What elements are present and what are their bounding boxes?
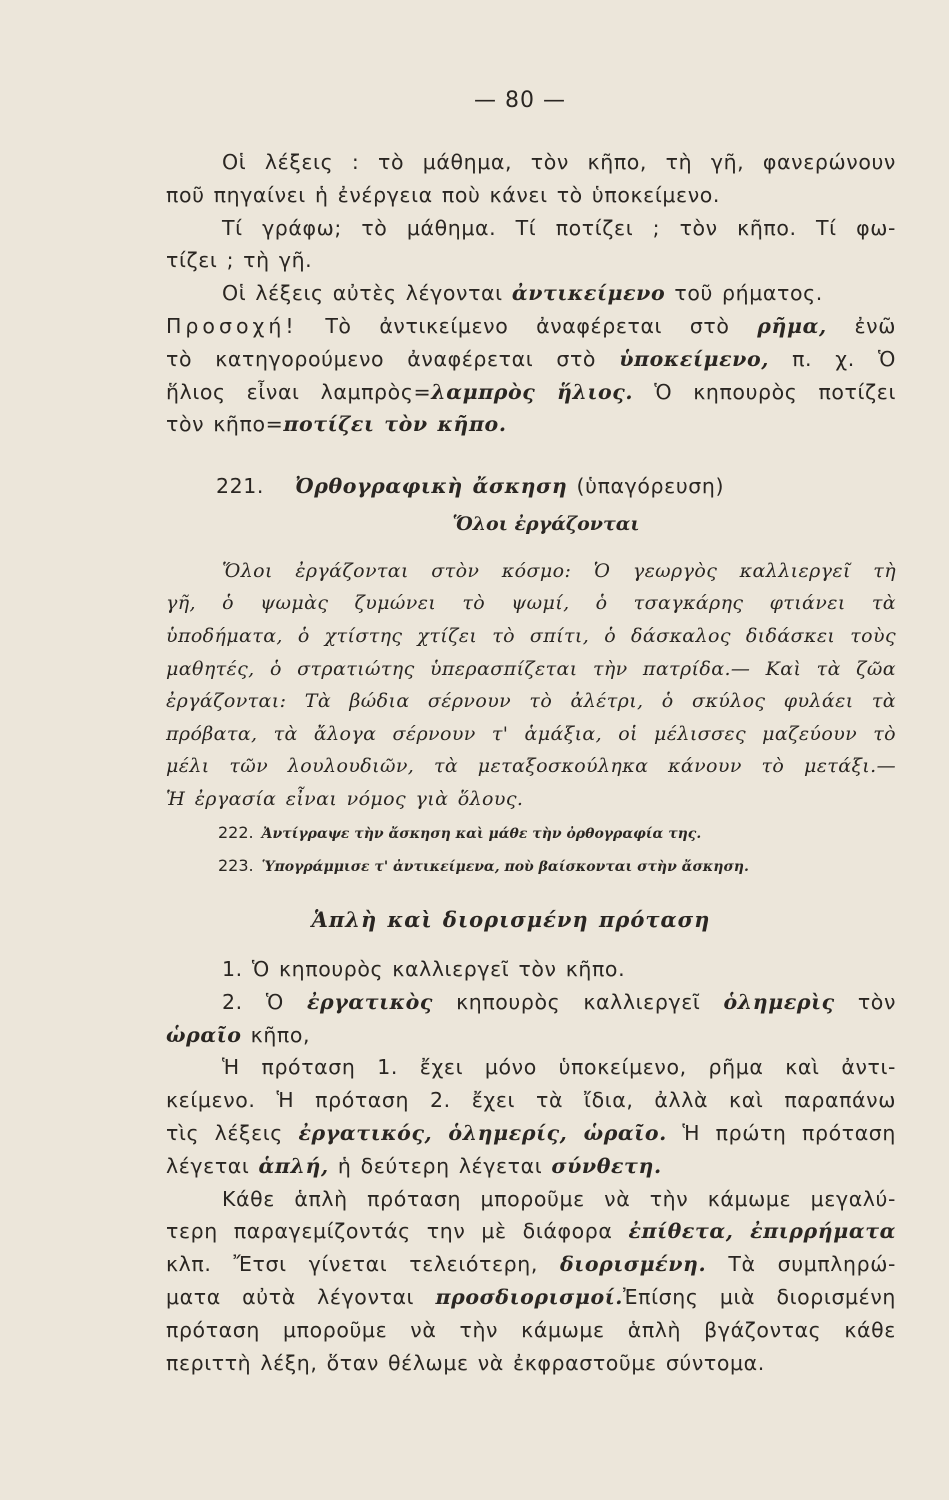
intro-line [166, 376, 896, 409]
intro-line [166, 408, 896, 441]
exercise-line: Ἡ ἐργασία εἶναι νόμος γιὰ ὅλους. [166, 787, 524, 810]
page-number: — 80 — [474, 88, 566, 113]
text-fragment: τὶς λέξεις [166, 1120, 283, 1145]
paragraph-1-line: κείμενο. Ἡ πρόταση 2. ἔχει τὰ ἴδια, ἀλλὰ καὶ παραπάνω [166, 1088, 896, 1113]
paragraph-2-line: περιττὴ λέξη, ὅταν θέλωμε νὰ ἐκφραστοῦμε σύντομα. [166, 1350, 765, 1375]
term-syntheti: σύνθετη. [551, 1153, 662, 1178]
paragraph-2-line [166, 1281, 896, 1314]
intro-line: Οἱ λέξεις : τὸ μάθημα, τὸν κῆπο, τὴ γῆ, φανερώνουν [222, 150, 896, 174]
text-fragment: ἐνῶ [854, 313, 896, 338]
word-olimeris: ὁλημερὶς [723, 989, 835, 1014]
text-fragment: Τὸ ἀντικείμενο ἀναφέρεται στὸ [325, 313, 730, 338]
text-fragment: κηπουρὸς καλλιεργεῖ [456, 989, 701, 1014]
text-fragment: κλπ. Ἔτσι γίνεται τελειότερη, [166, 1252, 538, 1277]
word-oraio: ὡραῖο [166, 1022, 242, 1047]
exercise-221 [166, 470, 896, 878]
text-fragment: ἡ δεύτερη λέγεται [337, 1153, 543, 1178]
paragraph-2-line [166, 1215, 896, 1248]
paragraph-2-line: πρόταση μποροῦμε νὰ τὴν κάμωμε ἁπλὴ βγάζοντας κάθε [166, 1317, 896, 1342]
intro-line: Τί γράφω; τὸ μάθημα. Τί ποτίζει ; τὸν κῆπο. Τί φω- [222, 215, 896, 240]
exercise-subtitle: (ὑπαγόρευση) [576, 474, 725, 498]
intro-line: ποῦ πηγαίνει ἡ ἐνέργεια ποὺ κάνει τὸ ὑποκείμενο. [166, 182, 720, 207]
text-fragment: τοῦ ρήματος. [674, 281, 823, 306]
paragraph-2-line [166, 1248, 896, 1281]
paragraph-2-line: Κάθε ἁπλὴ πρόταση μποροῦμε νὰ τὴν κάμωμε μεγαλύ- [222, 1186, 896, 1211]
text-fragment: τὸν κῆπο= [166, 412, 284, 437]
exercise-223 [166, 855, 896, 878]
text-fragment: τὸν [857, 989, 896, 1014]
text-fragment: π. χ. Ὁ [792, 346, 896, 371]
exercise-222 [166, 822, 896, 845]
term-prosdiorismoi: προσδιορισμοί. [435, 1284, 623, 1309]
example-lampros: λαμπρὸς ἥλιος. [431, 379, 634, 404]
term-diorismeni: διορισμένη. [560, 1252, 707, 1277]
paragraph-1-line [166, 1150, 896, 1183]
text-fragment: κῆπο, [250, 1022, 311, 1047]
intro-section [166, 146, 896, 441]
example-sentence-2-cont [166, 1019, 896, 1052]
exercise-line: πρόβατα, τὰ ἄλογα σέρνουν τ' ἁμάξια, οἱ μέλισσες μαζεύουν τὸ [166, 722, 896, 745]
paragraph-1-line [166, 1117, 896, 1150]
term-antikeimeno: ἀντικείμενο [511, 281, 666, 306]
exercise-222-number: 222. [218, 822, 254, 842]
paragraph-1-line: Ἡ πρόταση 1. ἔχει μόνο ὑποκείμενο, ρῆμα καὶ ἀντι- [222, 1055, 896, 1080]
section-heading: Ἁπλὴ καὶ διορισμένη πρόταση [311, 907, 711, 932]
text-fragment: ἥλιος εἶναι λαμπρὸς= [166, 379, 432, 404]
text-fragment: 2. Ὁ [222, 989, 284, 1014]
text-fragment: Τὰ συμπληρώ- [728, 1252, 896, 1277]
intro-line: τίζει ; τὴ γῆ. [166, 248, 313, 273]
text-fragment: ματα αὐτὰ λέγονται [166, 1284, 415, 1309]
exercise-heading: Ὅλοι ἐργάζονται [452, 512, 640, 535]
exercise-line: μαθητές, ὁ στρατιώτης ὑπερασπίζεται τὴν πατρίδα.— Καὶ τὰ ζῶα [166, 657, 896, 680]
text-fragment: τὸ κατηγορούμενο ἀναφέρεται στὸ [166, 346, 597, 371]
exercise-line: μέλι τῶν λουλουδιῶν, τὰ μεταξοσκούληκα κάνουν τὸ μετάξι.— [166, 755, 896, 778]
exercise-222-text: Ἀντίγραψε τὴν ἄσκηση καὶ μάθε τὴν ὀρθογραφία της. [261, 825, 702, 842]
exercise-223-text: Ὑπογράμμισε τ' ἀντικείμενα, ποὺ βαίσκονται στὴν ἄσκηση. [261, 858, 749, 875]
term-epitheta: ἐπίθετα, ἐπιρρήματα [628, 1219, 896, 1244]
text-fragment: τερη παραγεμίζοντάς την μὲ διάφορα [166, 1219, 613, 1244]
exercise-line: Ὅλοι ἐργάζονται στὸν κόσμο: Ὁ γεωργὸς καλλιεργεῖ τὴ [222, 559, 896, 582]
text-fragment: λέγεται [166, 1153, 250, 1178]
term-rima: ρῆμα, [757, 313, 827, 338]
section-apli-protasi [166, 903, 896, 1379]
term-apli: ἁπλή, [258, 1153, 329, 1178]
exercise-title: Ὀρθογραφικὴ ἄσκηση [295, 474, 568, 498]
attention-word: Προσοχή! [166, 313, 298, 338]
term-ypokeimeno: ὑποκείμενο, [619, 346, 769, 371]
example-sentence-2 [166, 986, 896, 1019]
intro-line [166, 310, 896, 343]
text-fragment: Ἡ πρώτη πρόταση [682, 1120, 896, 1145]
exercise-title-line [166, 470, 896, 503]
intro-line [166, 277, 896, 310]
text-fragment: Ὁ κηπουρὸς ποτίζει [654, 379, 896, 404]
exercise-text [166, 555, 896, 816]
exercise-line: γῆ, ὁ ψωμὰς ζυμώνει τὸ ψωμί, ὁ τσαγκάρης φτιάνει τὰ [166, 592, 896, 615]
exercise-number: 221. [216, 474, 265, 498]
text-fragment: Ἐπίσης μιὰ διορισμένη [622, 1284, 897, 1309]
text-fragment: Οἱ λέξεις αὐτὲς λέγονται [222, 281, 503, 306]
exercise-line: ἐργάζονται: Τὰ βώδια σέρνουν τὸ ἀλέτρι, ὁ σκύλος φυλάει τὰ [166, 690, 896, 713]
intro-line [166, 343, 896, 376]
word-ergatikos: ἐργατικὸς [306, 989, 433, 1014]
example-sentence-1: 1. Ὁ κηπουρὸς καλλιεργεῖ τὸν κῆπο. [222, 957, 626, 981]
example-potizei: ποτίζει τὸν κῆπο. [283, 412, 507, 437]
term-list: ἐργατικός, ὁλημερίς, ὡραῖο. [298, 1120, 667, 1145]
exercise-223-number: 223. [218, 855, 254, 875]
exercise-line: ὑποδήματα, ὁ χτίστης χτίζει τὸ σπίτι, ὁ δάσκαλος διδάσκει τοὺς [166, 624, 896, 647]
